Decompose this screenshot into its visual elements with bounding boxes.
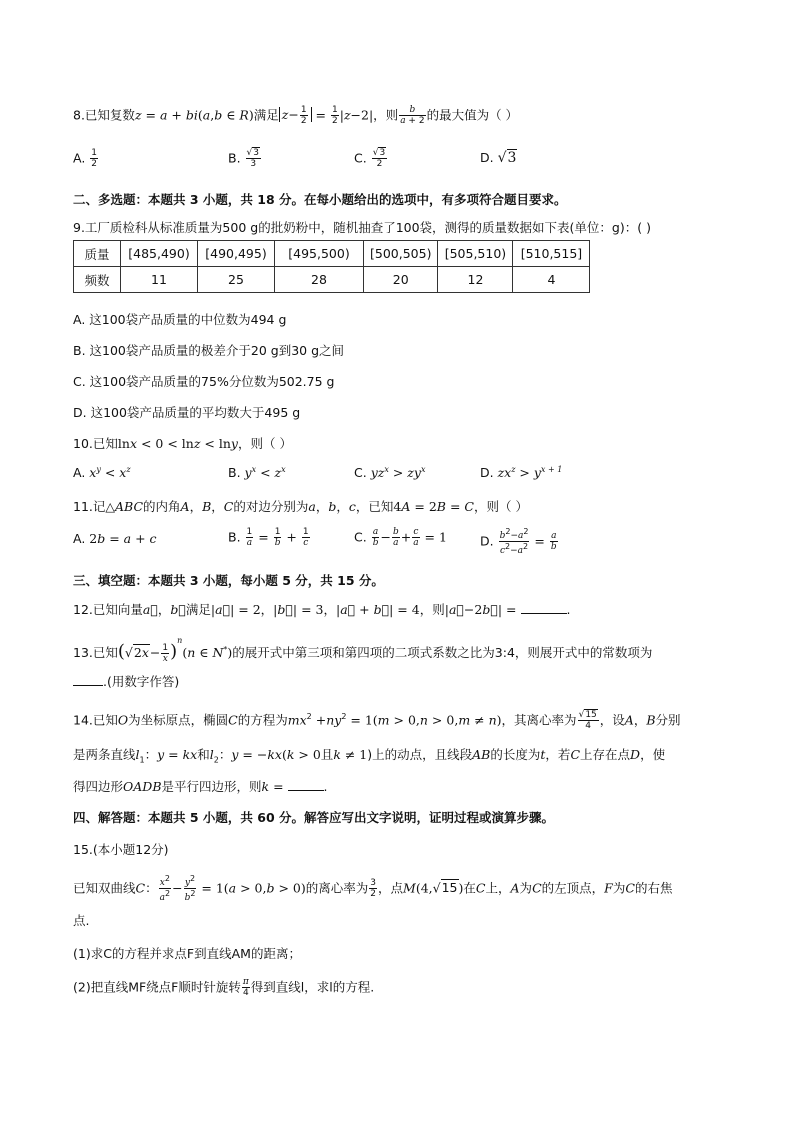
q10-stem: 10.已知lnx < 0 < lnz < lny，则（ ） [73, 436, 292, 451]
q9-table-cell: 28 [275, 267, 364, 293]
q8-stem: 8.已知复数z = a + bi(a,b ∈ R)满足 z− $\frac{1}{2}$ = $\frac{1}{2}$ |z−2|，则 $\frac{b}{a + 2}$ 的最大值为（ ） [73, 105, 519, 127]
q11-option-a[interactable]: A. 2b = a + c [73, 531, 157, 546]
q9-option-b[interactable]: B. 这100袋产品质量的极差介于20 g到30 g之间 [73, 343, 345, 358]
q14-stem-line3: 得四边形OADB是平行四边形，则k = . [73, 779, 328, 794]
q9-table-cell: [495,500) [275, 241, 364, 267]
q8-fraction-b-over-a2: $\frac{b}{a + 2}$ [400, 105, 425, 127]
q10-option-d[interactable]: D. $zx^z > y^{x + 1}$ [480, 465, 563, 481]
q10-option-c[interactable]: C. $yz^x > zy^x$ [354, 465, 426, 481]
q8-text-d: 的最大值为（ ） [426, 107, 519, 123]
q14-answer-blank[interactable] [288, 790, 324, 791]
q8-option-d[interactable]: D. √3 [480, 150, 517, 166]
q9-table-header: 频数 [74, 267, 121, 293]
q9-table-header: 质量 [74, 241, 121, 267]
q9-table-cell: [510,515] [513, 241, 590, 267]
q9-table-row-quality [74, 241, 590, 267]
q11-option-d[interactable]: D. $\frac{b^2-a^2}{c^2-a^2}$ = $\frac{a}{b}$ [480, 527, 557, 557]
q15-header: 15.(本小题12分) [73, 842, 169, 857]
q9-option-a[interactable]: A. 这100袋产品质量的中位数为494 g [73, 312, 287, 327]
q9-table-cell: 25 [198, 267, 275, 293]
q8-option-c[interactable]: C. $\frac{√3}{2}$ [354, 148, 386, 170]
q9-table-row-count [74, 267, 590, 293]
section3-heading: 三、填空题：本题共 3 小题，每小题 5 分，共 15 分。 [73, 573, 384, 588]
q15-part2: (2)把直线MF绕点F顺时针旋转 $\frac{\pi}{4}$ 得到直线l，求l的方程. [73, 977, 375, 999]
q13-answer-blank[interactable] [73, 685, 103, 686]
q14-stem-line1: 14.已知O为坐标原点，椭圆C的方程为$mx^2 +ny^2 = 1(m > 0,n > 0,m \ne n)$，其离心率为 $\frac{√15}{4}$ ，设A，B分别 [73, 710, 681, 732]
q8-text-a: 8.已知复数 [73, 107, 135, 123]
q9-table-cell: [485,490) [121, 241, 198, 267]
q9-stem: 9.工厂质检科从标准质量为500 g的批奶粉中，随机抽查了100袋，测得的质量数据如下表(单位：g)：( ) [73, 220, 651, 235]
q9-table-cell: 4 [513, 267, 590, 293]
q13-stem-line2: .(用数字作答) [73, 672, 179, 690]
q9-option-c[interactable]: C. 这100袋产品质量的75%分位数为502.75 g [73, 374, 335, 389]
q9-table-cell: [500,505) [364, 241, 438, 267]
q13-stem: 13.已知(√2x− $\frac{1}{x}$ )$^n$(n ∈ N*)的展开式中第三项和第四项的二项式系数之比为3:4，则展开式中的常数项为 [73, 636, 653, 664]
q11-stem: 11.记△ABC的内角A，B，C的对边分别为a，b，c，已知4A = 2B = C，则（ ） [73, 499, 528, 514]
q8-option-b[interactable]: B. $\frac{√3}{3}$ [228, 148, 260, 170]
q8-math-z: z [134, 107, 142, 123]
q8-abs-left: z− $\frac{1}{2}$ [279, 107, 312, 122]
section2-heading: 二、多选题：本题共 3 小题，共 18 分。在每小题给出的选项中，有多项符合题目要求。 [73, 192, 567, 207]
q11-option-b[interactable]: B. $\frac{1}{a}$ = $\frac{1}{b}$ + $\frac{1}{c}$ [228, 527, 309, 549]
q14-stem-line2: 是两条直线$l_1$：y = kx和$l_2$：y = −kx(k > 0且k ≠ 1)上的动点，且线段AB的长度为t，若C上存在点D，使 [73, 747, 666, 765]
q15-stem-line2: 点. [73, 913, 90, 928]
q9-option-d[interactable]: D. 这100袋产品质量的平均数大于495 g [73, 405, 301, 420]
q9-table-cell: 11 [121, 267, 198, 293]
q15-part1: (1)求C的方程并求点F到直线AM的距离； [73, 946, 301, 961]
q9-table-cell: [505,510) [438, 241, 513, 267]
q15-stem-line1: 已知双曲线C： $\frac{x^2}{a^2}$ − $\frac{y^2}{b^2}$ = 1(a > 0,b > 0)的离心率为 $\frac{3}{2}$ ，点M(4,√15)在C上，A为C的左顶点，F为C的右焦 [73, 874, 673, 904]
q9-table-cell: 20 [364, 267, 438, 293]
q12-answer-blank[interactable] [521, 613, 567, 614]
q10-option-a[interactable]: A. $x^y < x^z$ [73, 465, 131, 481]
section4-heading: 四、解答题：本题共 5 小题，共 60 分。解答应写出文字说明，证明过程或演算步骤。 [73, 810, 555, 825]
q11-option-c[interactable]: C. $\frac{a}{b}$ − $\frac{b}{a}$ + $\frac{c}{a}$ = 1 [354, 527, 447, 549]
q9-table-cell: 12 [438, 267, 513, 293]
q8-option-a[interactable]: A. $\frac{1}{2}$ [73, 148, 98, 170]
q8-text-b: 满足 [253, 107, 279, 123]
q12-stem: 12.已知向量a⃗，b⃗满足|a⃗| = 2，|b⃗| = 3，|a⃗ + b⃗| = 4，则|a⃗−2b⃗| = . [73, 602, 571, 617]
q10-option-b[interactable]: B. $y^x < z^x$ [228, 465, 286, 481]
q9-table-cell: [490,495) [198, 241, 275, 267]
q8-text-c: ，则 [373, 107, 399, 123]
q9-table [73, 240, 590, 293]
